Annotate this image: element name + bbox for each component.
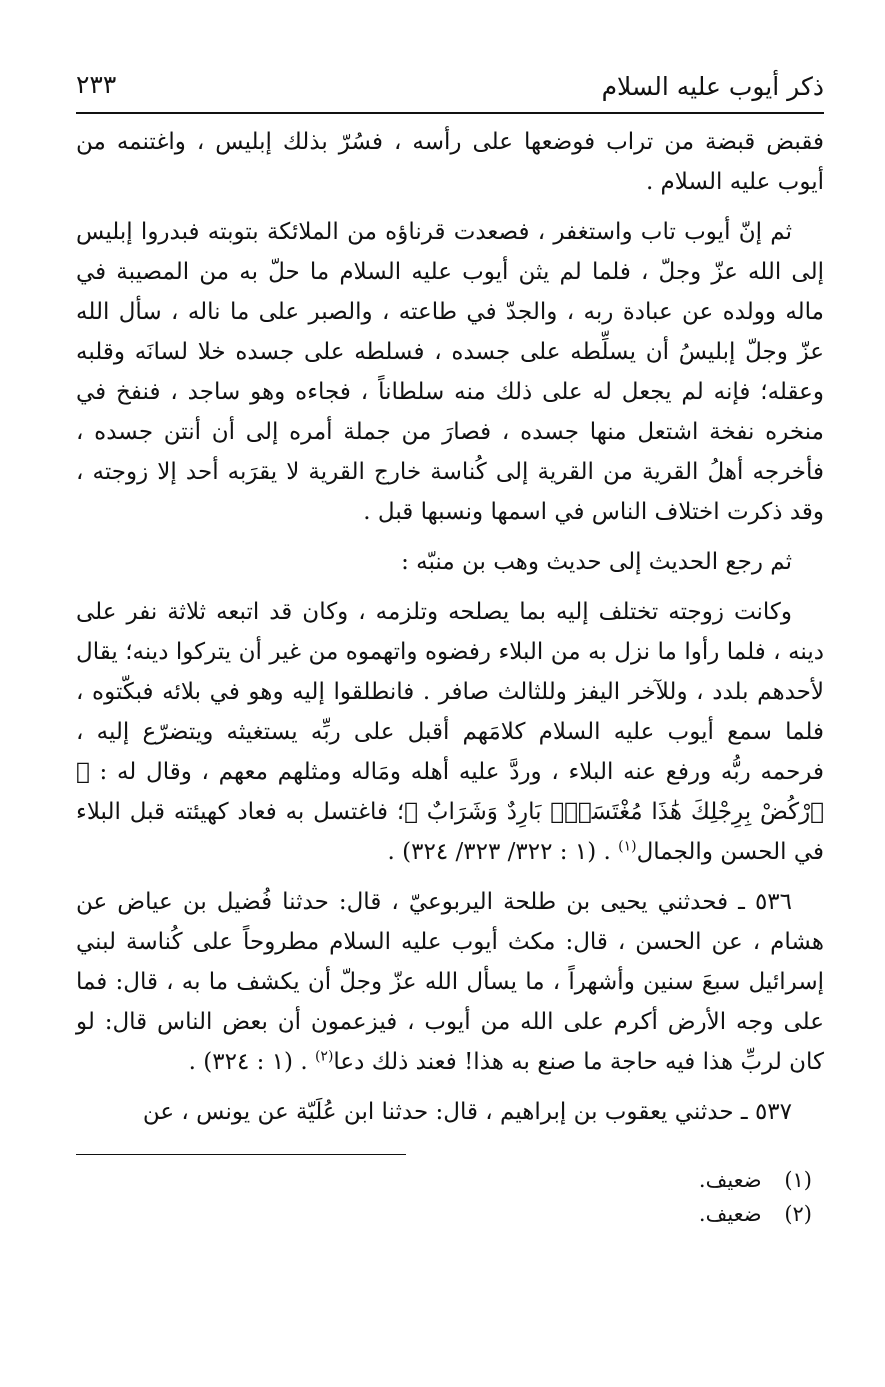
footnote-text: ضعيف. bbox=[698, 1168, 762, 1192]
paragraph-1: فقبض قبضة من تراب فوضعها على رأسه ، فسُرّ بذلك إبليس ، واغتنمه من أيوب عليه السلام . bbox=[76, 129, 824, 195]
footnote-number: (٢) bbox=[784, 1202, 812, 1226]
hadith-536-text: ٥٣٦ ـ فحدثني يحيى بن طلحة اليربوعيّ ، قال: حدثنا فُضيل بن عياض عن هشام ، عن الحسن ، قال: مكث أيوب عليه السلام مطروحاً على كُناسة لبني إسرائيل سبعَ سنين وأشهراً ، ما يسأل الله عزّ وجلّ أن يكشف ما به ، قال: فما على وجه الأرض أكرم على الله من أيوب ، فيزعمون أن بعض الناس قال: لو كان لربِّ هذا فيه حاجة ما صنع به هذا! فعند ذلك دعا bbox=[76, 889, 824, 1075]
hadith-537: ٥٣٧ ـ حدثني يعقوب بن إبراهيم ، قال: حدثنا ابن عُلَيّة عن يونس ، عن bbox=[142, 1099, 792, 1125]
footnote-divider bbox=[76, 1154, 406, 1155]
paragraph-4-text: وكانت زوجته تختلف إليه بما يصلحه وتلزمه ، وكان قد اتبعه ثلاثة نفر على دينه ، فلما رأوا ما نزل به من البلاء رفضوه واتهموه من غير أن يتركوا دينه؛ يقال لأحدهم بلدد ، وللآخر اليفز وللثالث صافر . فانطلقوا إليه وهو في بلائه فبكّتوه ، فلما سمع أيوب عليه السلام كلامَهم أقبل على ربِّه يستغيثه ويتضرّع إليه ، فرحمه ربُّه ورفع عنه البلاء ، وردَّ عليه أهله ومَاله ومثلهم معهم ، وقال له : ﴿ ٱرْكُضْ بِرِجْلِكَ هَٰذَا مُغْتَسَلٌۢ بَارِدٌ وَشَرَابٌ ﴾؛ فاغتسل به فعاد كهيئته قبل البلاء في الحسن والجمال bbox=[76, 599, 824, 865]
footnotes bbox=[76, 1163, 824, 1231]
footnote-number: (١) bbox=[784, 1168, 812, 1192]
page-header bbox=[76, 70, 824, 114]
hadith-536 bbox=[76, 882, 824, 1082]
footnote-marker-2: (٢) bbox=[314, 1048, 334, 1065]
main-text bbox=[76, 122, 824, 1132]
page-number: ٢٣٣ bbox=[76, 70, 117, 99]
paragraph-3: ثم رجع الحديث إلى حديث وهب بن منبّه : bbox=[401, 549, 792, 575]
paragraph-4 bbox=[76, 592, 824, 872]
footnote-2 bbox=[76, 1197, 812, 1231]
paragraph-2: ثم إنّ أيوب تاب واستغفر ، فصعدت قرناؤه من الملائكة بتوبته فبدروا إبليس إلى الله عزّ وجلّ ، فلما لم يثن أيوب عليه السلام ما حلّ به من المصيبة في ماله وولده عن عبادة ربه ، والجدّ في طاعته ، والصبر على ما ناله ، سأل الله عزّ وجلّ إبليسُ أن يسلِّطه على جسده ، فسلطه على جسده خلا لسانَه وقلبه وعقله؛ فإنه لم يجعل له على ذلك منه سلطاناً ، فجاءه وهو ساجد ، فنفخ في منخره نفخة اشتعل منها جسده ، فصارَ من جملة أمره إلى أن أنتن جسده ، فأخرجه أهلُ القرية من القرية إلى كُناسة خارج القرية لا يقرَبه أحد إلا زوجته ، وقد ذكرت اختلاف الناس في اسمها ونسبها قبل . bbox=[76, 219, 824, 525]
citation-2: . (١ : ٣٢٤) . bbox=[188, 1049, 315, 1075]
footnote-1 bbox=[76, 1163, 812, 1197]
running-title: ذكر أيوب عليه السلام bbox=[601, 72, 824, 101]
footnote-text: ضعيف. bbox=[698, 1202, 762, 1226]
citation-1: . (١ : ٣٢٢/ ٣٢٣/ ٣٢٤) . bbox=[387, 839, 619, 865]
footnote-marker-1: (١) bbox=[618, 838, 637, 855]
book-page bbox=[76, 70, 824, 1231]
